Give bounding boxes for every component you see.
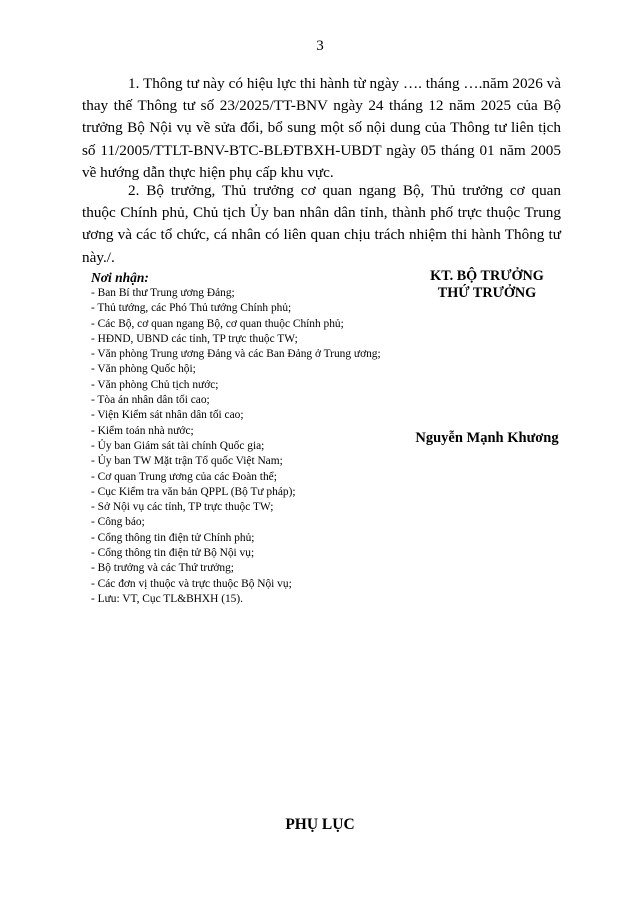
- recipient-item: - Sở Nội vụ các tỉnh, TP trực thuộc TW;: [91, 501, 274, 514]
- recipient-item: - Văn phòng Chủ tịch nước;: [91, 378, 219, 391]
- recipient-item: - Công báo;: [91, 516, 145, 529]
- recipient-item: - Lưu: VT, Cục TL&BHXH (15).: [91, 592, 244, 605]
- recipient-item: - Văn phòng Quốc hội;: [91, 363, 196, 376]
- recipient-item: - Bộ trưởng và các Thứ trưởng;: [91, 562, 234, 575]
- recipient-item: - Ban Bí thư Trung ương Đảng;: [91, 287, 235, 299]
- recipient-item: - Các Bộ, cơ quan ngang Bộ, cơ quan thuộc Chính phủ;: [91, 317, 344, 330]
- recipient-item: - Cơ quan Trung ương của các Đoàn thể;: [91, 470, 277, 483]
- recipient-item: - Các đơn vị thuộc và trực thuộc Bộ Nội vụ;: [91, 577, 292, 590]
- signature-block: [392, 268, 582, 302]
- recipients-block: [91, 270, 421, 607]
- recipient-item: - HĐND, UBND các tỉnh, TP trực thuộc TW;: [91, 332, 298, 345]
- paragraph-effective-date: 1. Thông tư này có hiệu lực thi hành từ ngày …. tháng ….năm 2026 và thay thế Thông tư số 23/2025/TT-BNV ngày 24 tháng 12 năm 2025 của Bộ trưởng Bộ Nội vụ về sửa đổi, bổ sung một số nội dung của Thông tư liên tịch số 11/2005/TTLT-BNV-BTC-BLĐTBXH-UBDT ngày 05 tháng 01 năm 2005 về hướng dẫn thực hiện phụ cấp khu vực.: [82, 75, 561, 181]
- recipients-list: [91, 286, 421, 607]
- recipient-item: - Kiểm toán nhà nước;: [91, 424, 194, 437]
- recipient-item: - Cổng thông tin điện tử Chính phủ;: [91, 531, 255, 544]
- recipients-title: Nơi nhận:: [91, 270, 149, 285]
- signature-title-line1: KT. BỘ TRƯỞNG: [430, 268, 544, 284]
- signer-name: Nguyễn Mạnh Khương: [415, 430, 559, 446]
- signature-title-line2: THỨ TRƯỞNG: [437, 285, 537, 301]
- recipient-item: - Ủy ban Giám sát tài chính Quốc gia;: [91, 439, 265, 452]
- recipient-item: - Viện Kiểm sát nhân dân tối cao;: [91, 409, 244, 422]
- recipient-item: - Cục Kiểm tra văn bản QPPL (Bộ Tư pháp);: [91, 485, 296, 498]
- recipient-item: - Ủy ban TW Mặt trận Tổ quốc Việt Nam;: [91, 455, 283, 468]
- page-number: 3: [316, 38, 324, 54]
- recipient-item: - Văn phòng Trung ương Đảng và các Ban Đảng ở Trung ương;: [91, 348, 381, 361]
- appendix-title: PHỤ LỤC: [285, 816, 355, 833]
- paragraph-responsibility: 2. Bộ trưởng, Thủ trưởng cơ quan ngang Bộ, Thủ trưởng cơ quan thuộc Chính phủ, Chủ tịch Ủy ban nhân dân tỉnh, thành phố trực thuộc Trung ương và các tổ chức, cá nhân có liên quan chịu trách nhiệm thi hành Thông tư này./.: [82, 182, 561, 266]
- recipient-item: - Thủ tướng, các Phó Thủ tướng Chính phủ;: [91, 302, 292, 315]
- recipient-item: - Cổng thông tin điện tử Bộ Nội vụ;: [91, 547, 255, 560]
- recipient-item: - Tòa án nhân dân tối cao;: [91, 394, 210, 407]
